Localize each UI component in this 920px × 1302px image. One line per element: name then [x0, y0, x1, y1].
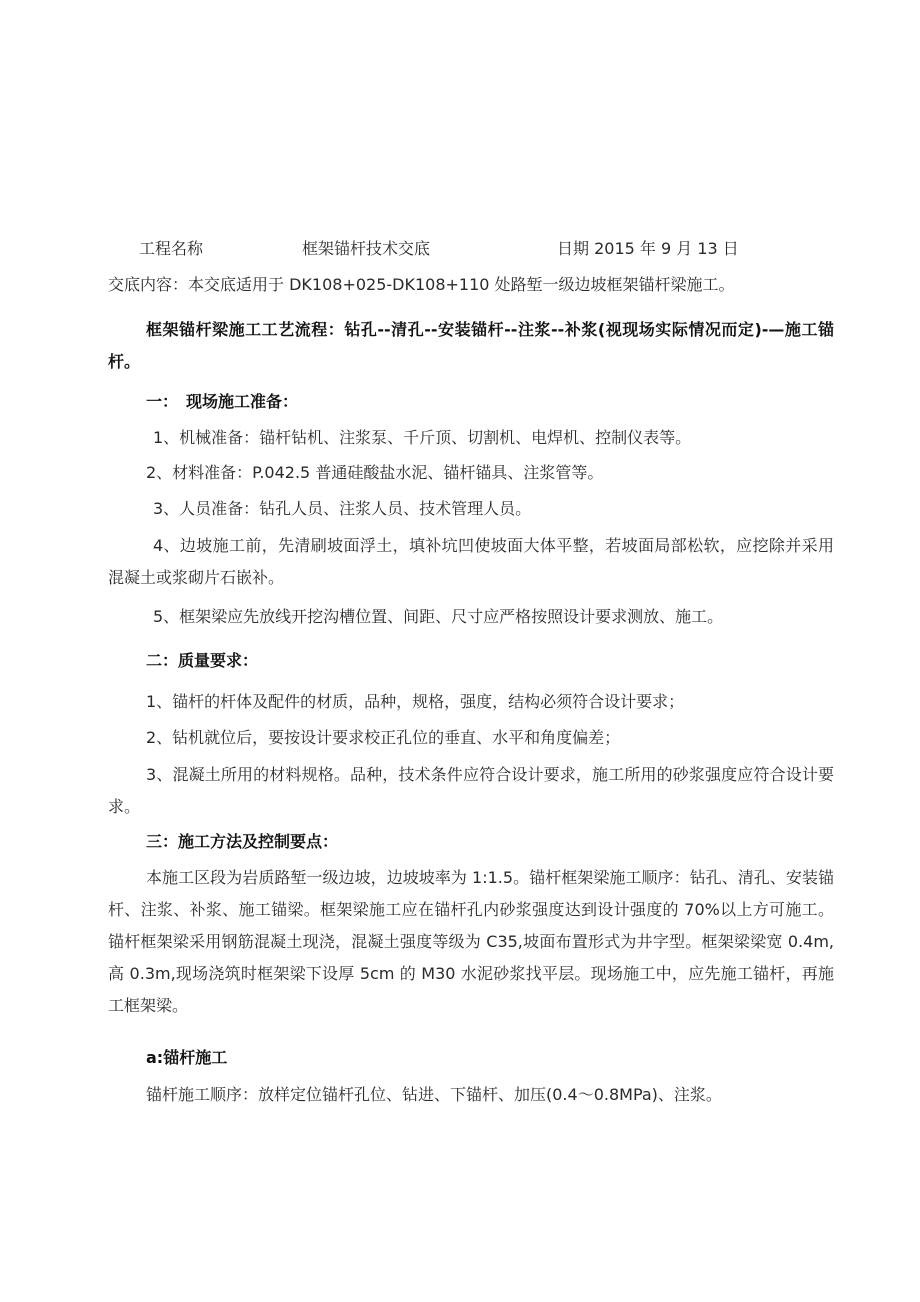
process-flow: 框架锚杆梁施工工艺流程：钻孔--清孔--安装锚杆--注浆--补浆(视现场实际情况而定)-—施工锚杆。 [108, 320, 834, 371]
project-name-label: 工程名称 [139, 239, 204, 258]
prep-item-personnel: 3、人员准备：钻孔人员、注浆人员、技术管理人员。 [153, 499, 532, 518]
quality-item-2: 2、钻机就位后，要按设计要求校正孔位的垂直、水平和角度偏差； [146, 728, 621, 747]
subsection-a-heading: a:锚杆施工 [146, 1048, 228, 1067]
section-3-heading: 三：施工方法及控制要点： [146, 832, 339, 851]
document-title: 框架锚杆技术交底 [302, 239, 431, 258]
prep-item-slope: 4、边坡施工前，先清刷坡面浮土，填补坑凹使坡面大体平整，若坡面局部松软，应挖除并采用混凝土或浆砌片石嵌补。 [108, 536, 834, 587]
section-2-heading: 二：质量要求： [146, 651, 259, 670]
prep-item-frame-beam: 5、框架梁应先放线开挖沟槽位置、间距、尺寸应严格按照设计要求测放、施工。 [153, 607, 724, 626]
quality-item-1: 1、锚杆的杆体及配件的材质，品种，规格，强度，结构必须符合设计要求； [146, 692, 685, 711]
prep-item-materials: 2、材料准备：P.042.5 普通硅酸盐水泥、锚杆锚具、注浆管等。 [146, 463, 604, 482]
section-1-heading: 一： 现场施工准备： [146, 392, 299, 411]
quality-item-3: 3、混凝土所用的材料规格。品种，技术条件应符合设计要求，施工所用的砂浆强度应符合设计要求。 [108, 765, 834, 816]
document-date: 日期 2015 年 9 月 13 日 [557, 239, 739, 258]
scope-statement: 交底内容：本交底适用于 DK108+025-DK108+110 处路堑一级边坡框架锚杆梁施工。 [108, 275, 735, 294]
anchor-construction-sequence: 锚杆施工顺序：放样定位锚杆孔位、钻进、下锚杆、加压(0.4～0.8MPa)、注浆。 [146, 1085, 722, 1104]
construction-method-body: 本施工区段为岩质路堑一级边坡，边坡坡率为 1:1.5。锚杆框架梁施工顺序：钻孔、清孔、安装锚杆、注浆、补浆、施工锚梁。框架梁施工应在锚杆孔内砂浆强度达到设计强度的 70%以上方可施工。锚杆框架梁采用钢筋混凝土现浇，混凝土强度等级为 C35,坡面布置形式为井字型。框架梁梁宽 0.4m,高 0.3m,现场浇筑时框架梁下设厚 5cm 的 M30 水泥砂浆找平层。现场施工中，应先施工锚杆，再施工框架梁。 [108, 868, 834, 1015]
prep-item-machinery: 1、机械准备：锚杆钻机、注浆泵、千斤顶、切割机、电焊机、控制仪表等。 [153, 428, 692, 447]
